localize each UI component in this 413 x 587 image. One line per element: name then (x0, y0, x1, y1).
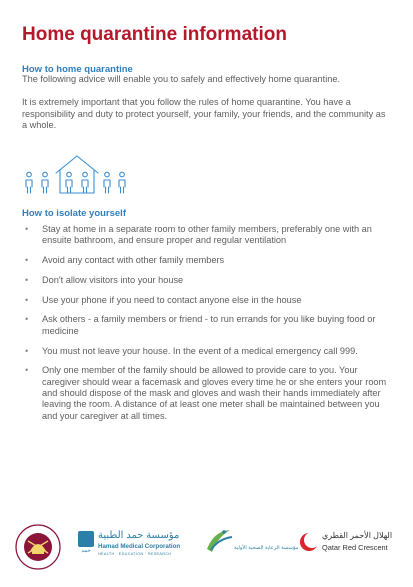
section-heading-home-quarantine: How to home quarantine (22, 64, 133, 75)
list-item: • You must not leave your house. In the event of a medical emergency call 999. (25, 345, 358, 356)
phcc-mark-icon (204, 525, 234, 555)
red-crescent-icon (298, 531, 320, 553)
page-title: Home quarantine information (22, 24, 287, 45)
list-item: • Use your phone if you need to contact anyone else in the house (25, 294, 302, 305)
responsibility-paragraph: It is extremely important that you follow the rules of home quarantine. You have a responsibility and duty to protect yourself, your family, your friends, and the community as a whole. (22, 97, 386, 130)
list-item: • Avoid any contact with other family members (25, 255, 225, 266)
section-heading-isolate: How to isolate yourself (22, 208, 126, 219)
people-house-icon (22, 153, 132, 195)
list-item: • Stay at home in a separate room to other family members, preferably one with an ensuite bathroom, and ensure proper and regular ventilation (25, 224, 372, 246)
list-item: • Ask others - a family members or friend - to run errands for you like buying food or medicine (25, 314, 376, 336)
list-item: • Only one member of the family should be allowed to provide care to you. Your caregiver should wear a facemask and gloves every time he or she enters your room and should dispose of the mask and gloves and wash their hands immediately after leaving the room. A distance of at least one meter shall be maintained between you and your caregiver at all times. (25, 365, 387, 421)
list-item: • Don't allow visitors into your house (25, 274, 184, 285)
qatar-red-crescent-logo: الهلال الأحمر القطري Qatar Red Crescent (298, 529, 402, 565)
state-of-qatar-emblem (14, 523, 62, 571)
hmc-mark-icon (78, 531, 94, 547)
isolation-list (22, 224, 392, 430)
intro-paragraph: The following advice will enable you to safely and effectively home quarantine. (22, 74, 341, 84)
primary-health-care-logo: مؤسسة الرعاية الصحية الأولية (204, 525, 286, 569)
partner-logos (0, 515, 413, 575)
hamad-medical-corporation-logo: حمد مؤسسة حمد الطبية Hamad Medical Corporation HEALTH · EDUCATION · RESEARCH (78, 531, 190, 567)
